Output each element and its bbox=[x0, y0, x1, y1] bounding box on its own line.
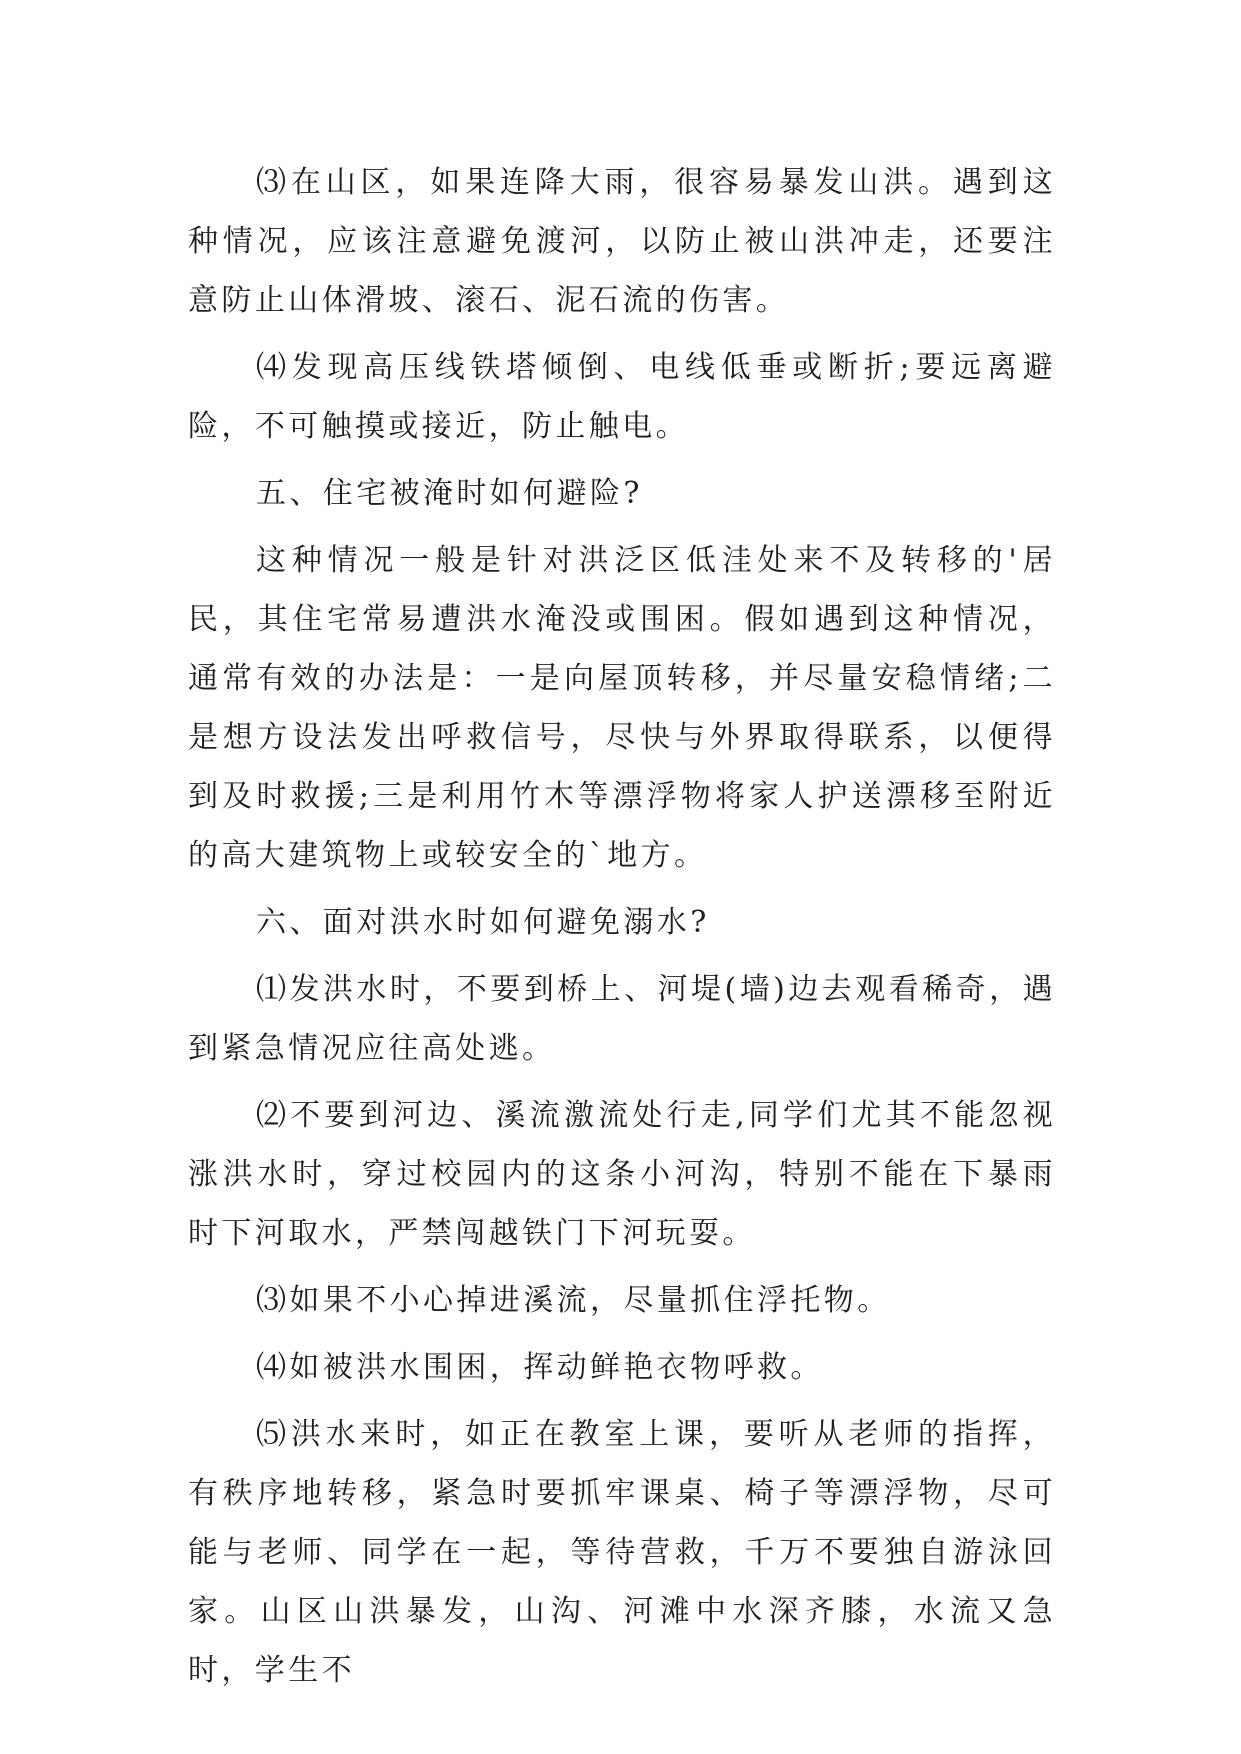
paragraph-item-5 bbox=[188, 1405, 1056, 1700]
paragraph-power-line bbox=[188, 338, 1056, 456]
paragraph-item-2 bbox=[188, 1086, 1056, 1263]
section-heading-five bbox=[188, 464, 1056, 523]
heading-text: 六、面对洪水时如何避免溺水? bbox=[256, 905, 710, 940]
paragraph-item-3 bbox=[188, 1271, 1056, 1330]
text-line: 到紧急情况应往高处逃。 bbox=[188, 1031, 556, 1066]
text-line: 涨洪水时，穿过校园内的这条小河沟，特别不能在下暴雨时 bbox=[188, 1157, 1056, 1251]
text-line: ⑸洪水来时，如正在教室上课，要听从老师的指挥，有 bbox=[188, 1417, 1056, 1511]
document-body bbox=[188, 153, 1056, 1700]
text-line: ⑷发现高压线铁塔倾倒、电线低垂或断折;要远离避险， bbox=[188, 350, 1056, 444]
text-line: ⑵不要到河边、溪流激流处行走,同学们尤其不能忽视 bbox=[256, 1098, 1056, 1133]
text-line: ⑴发洪水时，不要到桥上、河堤(墙)边去观看稀奇，遇 bbox=[256, 972, 1056, 1007]
text-line: 不可触摸或接近，防止触电。 bbox=[254, 409, 690, 444]
text-line: ⑶在山区，如果连降大雨，很容易暴发山洪。遇到这种 bbox=[188, 165, 1056, 259]
text-line: 秩序地转移，紧急时要抓牢课桌、椅子等漂浮物，尽可能与 bbox=[188, 1476, 1056, 1570]
text-line: 老师、同学在一起，等待营救，千万不要独自游泳回家。山 bbox=[188, 1535, 1056, 1629]
text-line: 下河取水，严禁闯越铁门下河玩耍。 bbox=[221, 1216, 756, 1251]
text-line: 效的办法是：一是向屋顶转移，并尽量安稳情绪;二是想方 bbox=[188, 661, 1056, 755]
text-line: ⑷如被洪水围困，挥动鲜艳衣物呼救。 bbox=[256, 1350, 824, 1385]
paragraph-item-1 bbox=[188, 960, 1056, 1078]
text-line: 区山洪暴发，山沟、河滩中水深齐膝，水流又急时，学生不 bbox=[188, 1594, 1057, 1688]
paragraph-mountain-flood bbox=[188, 153, 1056, 330]
text-line: 止山体滑坡、滚石、泥石流的伤害。 bbox=[254, 283, 790, 318]
heading-text: 五、住宅被淹时如何避险? bbox=[256, 476, 643, 511]
paragraph-item-4 bbox=[188, 1338, 1056, 1397]
text-line: 援;三是利用竹木等漂浮物将家人护送漂移至附近的高大建 bbox=[188, 779, 1056, 873]
text-line: 其住宅常易遭洪水淹没或围困。假如遇到这种情况，通常有 bbox=[188, 602, 1056, 696]
text-line: 情况，应该注意避免渡河，以防止被山洪冲走，还要注意防 bbox=[188, 224, 1056, 318]
text-line: 筑物上或较安全的`地方。 bbox=[321, 838, 708, 873]
section-heading-six bbox=[188, 893, 1056, 952]
text-line: 这种情况一般是针对洪泛区低洼处来不及转移的'居民， bbox=[188, 543, 1056, 637]
text-line: ⑶如果不小心掉进溪流，尽量抓住浮托物。 bbox=[256, 1283, 891, 1318]
paragraph-house-flooded bbox=[188, 531, 1056, 885]
text-line: 设法发出呼救信号，尽快与外界取得联系，以便得到及时救 bbox=[188, 720, 1056, 814]
